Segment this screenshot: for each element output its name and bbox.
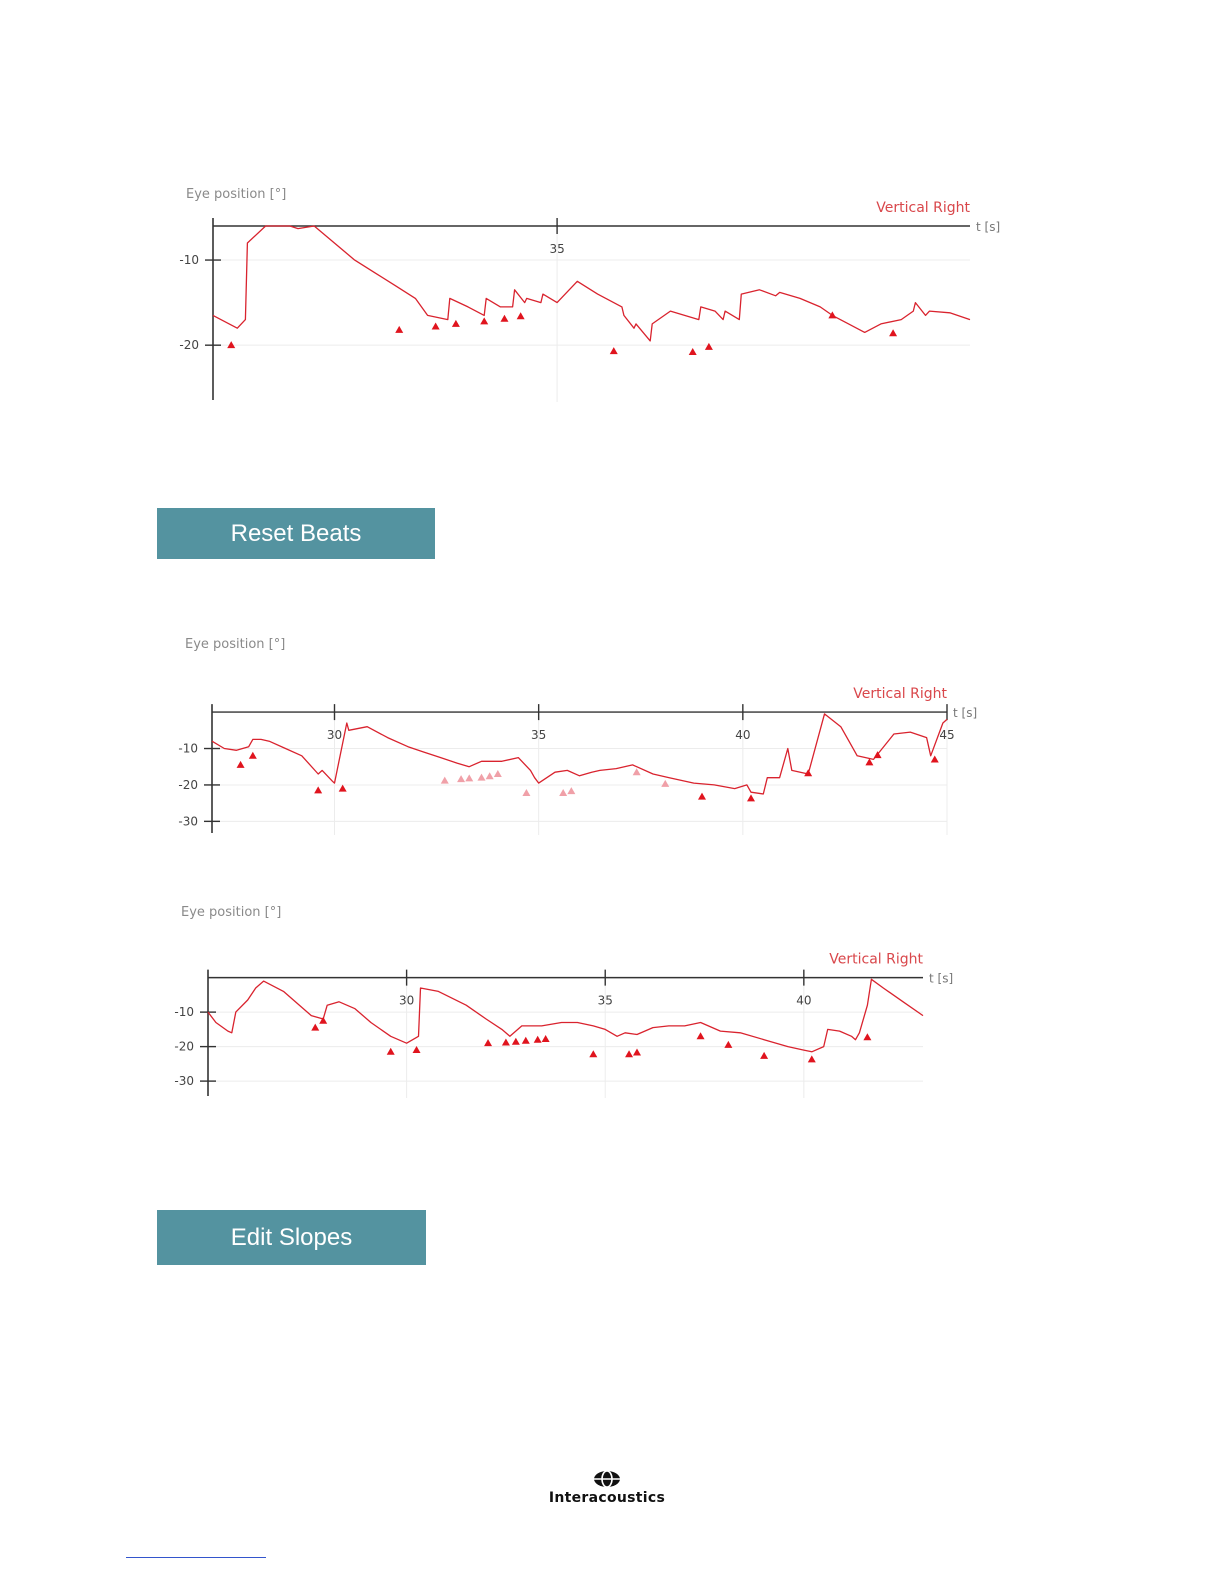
beat-marker [432,322,440,329]
beat-marker [339,785,347,792]
reset-beats-button[interactable]: Reset Beats [157,508,435,559]
beat-marker [517,312,525,319]
beat-marker-faded [661,780,669,787]
beat-marker [522,1037,530,1044]
beat-marker-faded [478,774,486,781]
y-tick-label: -10 [178,741,198,756]
x-tick-label: 30 [326,728,343,743]
beat-marker [314,786,322,793]
beat-marker [512,1038,520,1045]
beat-marker [689,348,697,355]
y-tick-label: -30 [174,1074,194,1089]
series-label: Vertical Right [853,686,947,703]
beat-marker [931,755,939,762]
y-tick-label: -20 [179,338,199,353]
beat-marker [589,1050,597,1057]
y-tick-label: -30 [178,814,198,829]
eye-position-trace [213,226,970,341]
interacoustics-logo [532,1470,682,1506]
x-tick-label: 35 [549,242,565,256]
beat-marker [484,1039,492,1046]
beat-marker [500,315,508,322]
beat-marker [502,1038,510,1045]
beat-marker-faded [465,774,473,781]
y-axis-label: Eye position [°] [181,905,282,920]
beat-marker-faded [441,777,449,784]
beat-marker [249,752,257,759]
edit-slopes-button[interactable]: Edit Slopes [157,1210,426,1265]
beat-marker [828,311,836,318]
series-label: Vertical Right [829,951,923,968]
beat-marker [889,329,897,336]
beat-marker [808,1055,816,1062]
beat-marker [625,1050,633,1057]
y-axis-label: Eye position [°] [185,637,286,652]
beat-marker [863,1033,871,1040]
beat-marker [610,347,618,354]
y-tick-label: -10 [174,1005,194,1020]
x-tick-label: 40 [796,993,812,1008]
x-axis-label: t [s] [976,220,1001,234]
beat-marker-faded [567,787,575,794]
x-tick-label: 35 [531,728,547,743]
series-label: Vertical Right [876,200,970,216]
eye-position-plot-3 [150,898,1030,1118]
x-axis-label: t [s] [953,706,978,721]
eye-position-chart-1 [150,180,1030,410]
beat-marker [387,1048,395,1055]
beat-marker [311,1024,319,1031]
beat-marker-faded [522,789,530,796]
x-tick-label: 40 [735,728,751,743]
eye-position-trace [208,979,923,1052]
eye-position-plot-1 [150,180,1030,410]
eye-position-plot-2 [150,630,1030,850]
beat-marker [633,1048,641,1055]
y-tick-label: -20 [178,777,198,792]
x-tick-label: 30 [398,993,415,1008]
beat-marker [760,1052,768,1059]
beat-marker [747,794,755,801]
beat-marker [480,317,488,324]
x-tick-label: 35 [597,993,613,1008]
beat-marker [874,751,882,758]
beat-marker [237,761,245,768]
eye-position-chart-3 [150,898,1030,1118]
beat-marker [452,320,460,327]
beat-marker [395,326,403,333]
x-axis-label: t [s] [929,971,954,986]
beat-marker [542,1035,550,1042]
beat-marker-faded [457,775,465,782]
globe-icon [592,1470,622,1488]
beat-marker [697,1032,705,1039]
beat-marker [724,1041,732,1048]
footer-link-underline [126,1557,266,1558]
beat-marker [698,793,706,800]
eye-position-chart-2 [150,630,1030,850]
beat-marker-faded [494,770,502,777]
y-tick-label: -10 [179,253,199,268]
beat-marker [534,1036,542,1043]
beat-marker-faded [559,789,567,796]
beat-marker-faded [633,768,641,775]
beat-marker-faded [486,772,494,779]
x-tick-label: 45 [939,728,955,743]
y-tick-label: -20 [174,1039,194,1054]
y-axis-label: Eye position [°] [186,187,287,202]
eye-position-trace [212,714,947,794]
logo-wordmark: Interacoustics [548,1490,666,1506]
beat-marker [705,343,713,350]
